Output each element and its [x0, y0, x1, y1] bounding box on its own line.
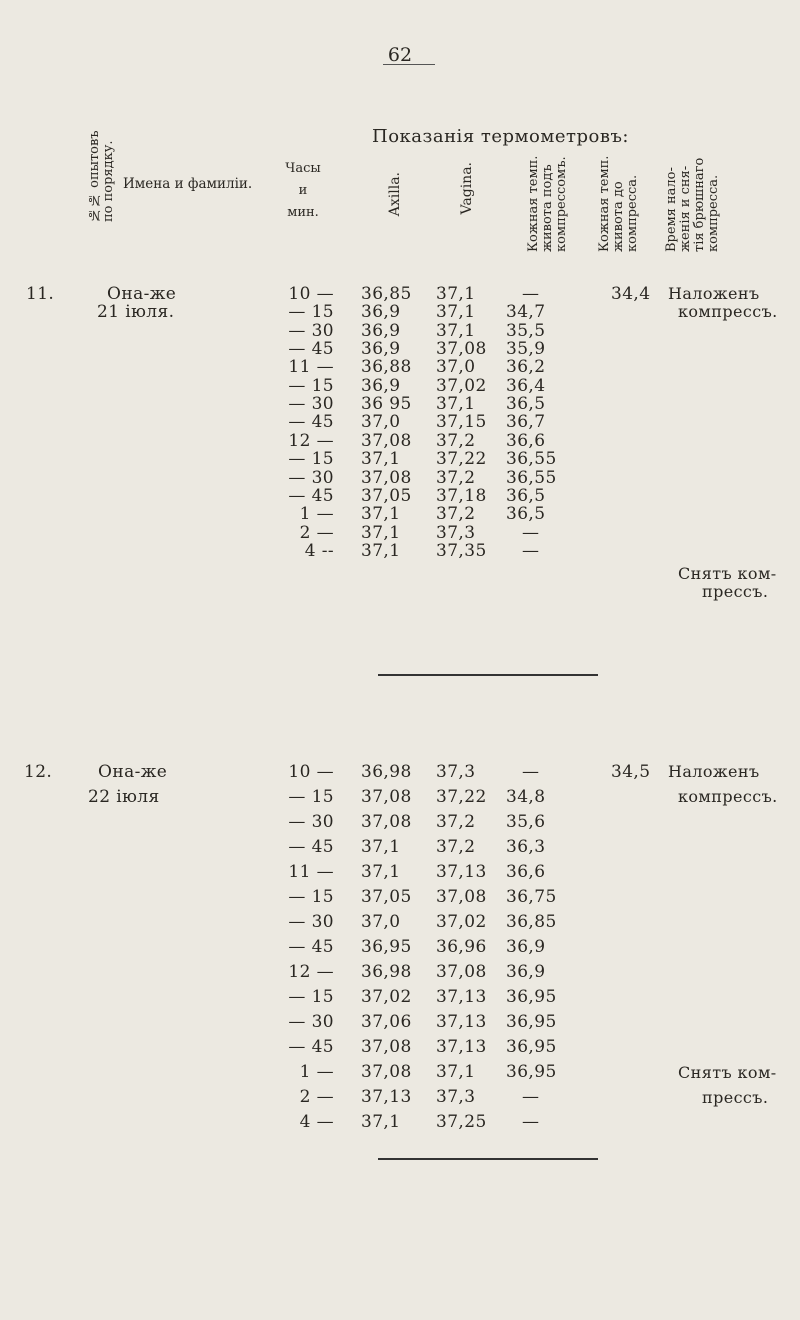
- note-applied-line1: Наложенъ: [668, 284, 760, 303]
- table-cell-skin: 36,55: [506, 449, 557, 470]
- table-cell-time: — 45: [288, 1037, 334, 1057]
- table-cell-axilla: 36,98: [361, 962, 412, 982]
- header-skin-under-l2: живота подъ: [540, 164, 555, 252]
- header-axilla-text: Axilla.: [387, 172, 403, 217]
- table-cell-skin: 36,4: [506, 375, 546, 396]
- table-cell-axilla: 37,06: [361, 1012, 412, 1032]
- table-cell-vagina: 37,08: [436, 887, 487, 907]
- skin-before-value: 34,5: [611, 762, 651, 782]
- table-cell-skin: 36,55: [506, 467, 557, 488]
- header-skin-before-l2: живота до: [611, 181, 626, 252]
- table-cell-axilla: 36 95: [361, 394, 412, 415]
- table-cell-axilla: 37,05: [361, 485, 412, 506]
- table-cell-axilla: 37,0: [361, 912, 401, 932]
- note-removed-line1: Снятъ ком-: [678, 564, 777, 583]
- table-cell-skin: 36,5: [506, 394, 546, 415]
- table-cell-vagina: 37,02: [436, 375, 487, 396]
- table-cell-time: — 15: [288, 302, 334, 323]
- table-cell-time: — 45: [288, 837, 334, 857]
- header-time-line1: Часы: [285, 161, 321, 176]
- table-cell-axilla: 36,95: [361, 937, 412, 957]
- header-time-apply-l1: Время нало-: [664, 167, 679, 252]
- table-cell-skin: 36,9: [506, 937, 546, 957]
- table-cell-axilla: 37,0: [361, 412, 401, 433]
- table-cell-time: 11 —: [288, 862, 334, 882]
- table-cell-time: — 30: [288, 912, 334, 932]
- table-cell-vagina: 37,22: [436, 787, 487, 807]
- table-cell-axilla: 37,1: [361, 540, 401, 561]
- table-cell-vagina: 36,96: [436, 937, 487, 957]
- table-cell-skin: 36,75: [506, 887, 557, 907]
- table-cell-vagina: 37,1: [436, 394, 476, 415]
- table-cell-time: — 45: [288, 485, 334, 506]
- page-number-rule: [383, 64, 435, 65]
- table-cell-skin: 36,9: [506, 962, 546, 982]
- table-cell-time: — 15: [288, 375, 334, 396]
- table-cell-axilla: 37,05: [361, 887, 412, 907]
- table-cell-time: — 15: [288, 787, 334, 807]
- table-cell-time: 1 —: [299, 1062, 334, 1082]
- table-cell-skin: 36,5: [506, 504, 546, 525]
- table-cell-time: — 30: [288, 467, 334, 488]
- header-time-apply-l3: тія брюшнаго: [692, 157, 707, 252]
- experiment-name-line2: 21 іюля.: [97, 302, 175, 323]
- table-cell-axilla: 36,85: [361, 284, 412, 304]
- table-cell-vagina: 37,1: [436, 302, 476, 323]
- table-cell-axilla: 37,08: [361, 467, 412, 488]
- table-cell-skin: 35,9: [506, 339, 546, 360]
- table-cell-time: 11 —: [288, 357, 334, 378]
- page-number: 62: [387, 44, 413, 66]
- table-cell-vagina: 37,3: [436, 762, 476, 782]
- table-cell-vagina: 37,3: [436, 1087, 476, 1107]
- table-cell-time: — 45: [288, 339, 334, 360]
- note-applied-line2: компрессъ.: [678, 787, 778, 806]
- header-axilla: [388, 172, 402, 216]
- table-cell-skin: —: [522, 762, 540, 782]
- header-time-apply: [665, 146, 721, 252]
- header-time-apply-l4: компресса.: [706, 174, 721, 252]
- table-cell-time: 10 —: [288, 762, 334, 782]
- table-cell-vagina: 37,13: [436, 862, 487, 882]
- table-cell-skin: 36,6: [506, 862, 546, 882]
- table-cell-time: — 30: [288, 394, 334, 415]
- separator-rule-2: [378, 1158, 598, 1160]
- table-cell-time: — 45: [288, 937, 334, 957]
- note-removed-line2: прессъ.: [702, 1088, 769, 1107]
- table-cell-time: 12 —: [288, 430, 334, 451]
- table-cell-vagina: 37,35: [436, 540, 487, 561]
- table-cell-skin: —: [522, 1087, 540, 1107]
- table-cell-vagina: 37,2: [436, 812, 476, 832]
- header-skin-under-l3: компрессомъ.: [554, 156, 569, 252]
- note-removed-line1: Снятъ ком-: [678, 1063, 777, 1082]
- header-vagina: [460, 162, 474, 214]
- table-cell-time: 1 —: [299, 504, 334, 525]
- table-cell-skin: 36,95: [506, 987, 557, 1007]
- table-cell-axilla: 36,9: [361, 320, 401, 341]
- experiment-name-line2: 22 іюля: [88, 787, 160, 807]
- table-cell-time: — 30: [288, 1012, 334, 1032]
- header-no-line1: №№ опытовъ: [87, 130, 102, 222]
- table-cell-axilla: 37,02: [361, 987, 412, 1007]
- table-cell-skin: —: [522, 284, 540, 304]
- table-cell-axilla: 37,1: [361, 837, 401, 857]
- table-cell-time: — 30: [288, 812, 334, 832]
- table-cell-axilla: 36,88: [361, 357, 412, 378]
- table-cell-vagina: 37,2: [436, 467, 476, 488]
- table-cell-vagina: 37,02: [436, 912, 487, 932]
- note-removed-line2: прессъ.: [702, 582, 769, 602]
- table-cell-vagina: 37,1: [436, 320, 476, 341]
- table-cell-vagina: 37,18: [436, 485, 487, 506]
- table-cell-time: 10 —: [288, 284, 334, 304]
- table-cell-time: — 15: [288, 449, 334, 470]
- table-cell-vagina: 37,0: [436, 357, 476, 378]
- experiment-number: 11.: [26, 284, 55, 304]
- skin-before-value: 34,4: [611, 284, 651, 304]
- table-cell-skin: 35,6: [506, 812, 546, 832]
- table-cell-vagina: 37,13: [436, 987, 487, 1007]
- table-cell-skin: 34,8: [506, 787, 546, 807]
- header-skin-before-l3: компресса.: [625, 174, 640, 252]
- table-title: Показанія термометровъ:: [372, 126, 629, 147]
- table-cell-axilla: 37,08: [361, 787, 412, 807]
- table-cell-axilla: 37,1: [361, 504, 401, 525]
- experiment-name-line1: Она-же: [98, 762, 168, 782]
- table-cell-time: — 30: [288, 320, 334, 341]
- table-cell-vagina: 37,1: [436, 284, 476, 304]
- table-cell-axilla: 37,08: [361, 1062, 412, 1082]
- table-cell-axilla: 36,98: [361, 762, 412, 782]
- table-cell-axilla: 37,13: [361, 1087, 412, 1107]
- note-applied-line2: компрессъ.: [678, 302, 778, 322]
- table-cell-skin: 36,5: [506, 485, 546, 506]
- table-cell-skin: 34,7: [506, 302, 546, 323]
- table-cell-skin: 36,95: [506, 1062, 557, 1082]
- header-time: [278, 158, 328, 224]
- table-cell-skin: 36,95: [506, 1037, 557, 1057]
- table-cell-skin: 36,7: [506, 412, 546, 433]
- table-cell-time: 2 —: [299, 522, 334, 543]
- table-cell-skin: 36,85: [506, 912, 557, 932]
- table-cell-axilla: 37,1: [361, 449, 401, 470]
- table-cell-axilla: 37,08: [361, 430, 412, 451]
- table-cell-axilla: 37,08: [361, 812, 412, 832]
- table-cell-vagina: 37,22: [436, 449, 487, 470]
- table-cell-skin: —: [522, 540, 540, 561]
- table-cell-time: 4 --: [304, 540, 334, 561]
- table-cell-vagina: 37,25: [436, 1112, 487, 1132]
- table-cell-time: 2 —: [299, 1087, 334, 1107]
- note-applied-line1: Наложенъ: [668, 762, 760, 781]
- header-time-line2: и: [298, 183, 308, 198]
- table-cell-vagina: 37,08: [436, 962, 487, 982]
- table-cell-vagina: 37,2: [436, 504, 476, 525]
- header-no: [87, 130, 116, 222]
- table-cell-skin: 36,3: [506, 837, 546, 857]
- table-cell-vagina: 37,15: [436, 412, 487, 433]
- table-cell-vagina: 37,3: [436, 522, 476, 543]
- header-vagina-text: Vagina.: [459, 162, 475, 215]
- header-skin-under: [527, 146, 569, 252]
- table-cell-skin: —: [522, 1112, 540, 1132]
- table-cell-skin: 36,2: [506, 357, 546, 378]
- table-cell-axilla: 36,9: [361, 339, 401, 360]
- header-no-line2: по порядку.: [101, 140, 116, 222]
- experiment-number: 12.: [24, 762, 53, 782]
- table-cell-axilla: 36,9: [361, 375, 401, 396]
- header-skin-before-l1: Кожная темп.: [597, 155, 612, 252]
- header-skin-before: [598, 146, 640, 252]
- table-cell-axilla: 37,08: [361, 1037, 412, 1057]
- table-cell-axilla: 36,9: [361, 302, 401, 323]
- table-cell-vagina: 37,2: [436, 837, 476, 857]
- header-name: Имена и фамиліи.: [123, 176, 253, 192]
- table-cell-axilla: 37,1: [361, 1112, 401, 1132]
- table-cell-vagina: 37,13: [436, 1037, 487, 1057]
- table-cell-time: — 15: [288, 987, 334, 1007]
- table-cell-skin: 35,5: [506, 320, 546, 341]
- table-cell-skin: 36,6: [506, 430, 546, 451]
- table-cell-time: — 15: [288, 887, 334, 907]
- table-cell-skin: 36,95: [506, 1012, 557, 1032]
- table-cell-vagina: 37,1: [436, 1062, 476, 1082]
- separator-rule-1: [378, 674, 598, 676]
- experiment-name-line1: Она-же: [107, 284, 177, 304]
- header-skin-under-l1: Кожная темп.: [526, 155, 541, 252]
- table-cell-axilla: 37,1: [361, 522, 401, 543]
- table-cell-time: — 45: [288, 412, 334, 433]
- table-cell-skin: —: [522, 522, 540, 543]
- table-cell-time: 12 —: [288, 962, 334, 982]
- table-cell-vagina: 37,08: [436, 339, 487, 360]
- table-cell-time: 4 —: [299, 1112, 334, 1132]
- table-cell-vagina: 37,13: [436, 1012, 487, 1032]
- table-cell-vagina: 37,2: [436, 430, 476, 451]
- table-cell-axilla: 37,1: [361, 862, 401, 882]
- header-time-line3: мин.: [287, 205, 319, 220]
- header-time-apply-l2: женія и сня-: [678, 165, 693, 252]
